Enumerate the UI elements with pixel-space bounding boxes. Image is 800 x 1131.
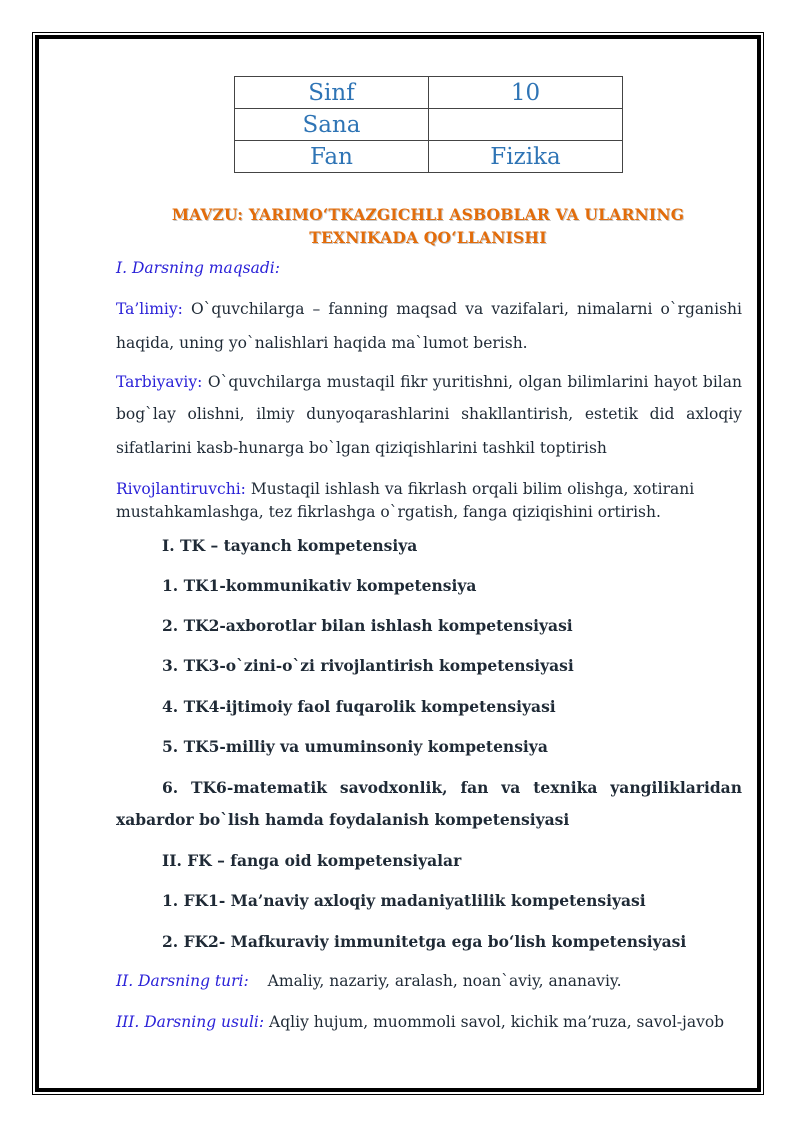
upbringing-goal-label: Tarbiyaviy: bbox=[116, 373, 203, 391]
section-label: Darsning maqsadi: bbox=[132, 259, 280, 277]
upbringing-goal-line1 bbox=[116, 373, 742, 391]
table-cell-value: Fizika bbox=[429, 141, 623, 173]
competency-item: 1. TK1-kommunikativ kompetensiya bbox=[162, 576, 477, 595]
section-number: III. bbox=[116, 1013, 140, 1031]
lesson-type-label: Darsning turi: bbox=[138, 972, 249, 990]
developmental-goal-text: Mustaqil ishlash va fikrlash orqali bilim olishga, xotirani bbox=[250, 480, 695, 498]
competency-item: 2. TK2-axborotlar bilan ishlash kompetensiyasi bbox=[162, 616, 573, 635]
competency-fk-heading: II. FK – fanga oid kompetensiyalar bbox=[162, 851, 462, 870]
educational-goal-line2: haqida, uning yo`nalishlari haqida ma`lumot berish. bbox=[116, 334, 528, 352]
topic-title bbox=[118, 203, 738, 249]
upbringing-goal-line3: sifatlarini kasb-hunarga bo`lgan qiziqishlarini tashkil toptirish bbox=[116, 439, 607, 457]
competency-tk-heading: I. TK – tayanch kompetensiya bbox=[162, 536, 418, 555]
section-number: II. bbox=[116, 972, 134, 990]
table-cell-label: Fan bbox=[235, 141, 429, 173]
developmental-goal-line1 bbox=[116, 480, 742, 498]
lesson-method-label: Darsning usuli: bbox=[144, 1013, 265, 1031]
competency-item: 4. TK4-ijtimoiy faol fuqarolik kompetensiyasi bbox=[162, 697, 556, 716]
table-row bbox=[235, 109, 623, 141]
competency-item: 2. FK2- Mafkuraviy immunitetga ega bo‘lish kompetensiyasi bbox=[162, 932, 687, 951]
upbringing-goal-line2: bog`lay olishni, ilmiy dunyoqarashlarini shakllantirish, estetik did axloqiy bbox=[116, 405, 742, 423]
section-number: I. bbox=[116, 259, 128, 277]
competency-item-continuation: xabardor bo`lish hamda foydalanish kompetensiyasi bbox=[116, 810, 570, 829]
competency-item: 6. TK6-matematik savodxonlik, fan va texnika yangiliklaridan bbox=[162, 778, 742, 797]
table-cell-label: Sinf bbox=[235, 77, 429, 109]
competency-item: 1. FK1- Ma’naviy axloqiy madaniyatlilik kompetensiyasi bbox=[162, 891, 646, 910]
lesson-method-line bbox=[116, 1013, 742, 1031]
table-cell-value: 10 bbox=[429, 77, 623, 109]
developmental-goal-line2: mustahkamlashga, tez fikrlashga o`rgatish, fanga qiziqishini ortirish. bbox=[116, 503, 661, 521]
lesson-type-line bbox=[116, 972, 742, 990]
educational-goal-label: Ta’limiy: bbox=[116, 300, 183, 318]
educational-goal-text: O`quvchilarga – fanning maqsad va vazifalari, nimalarni o`rganishi bbox=[190, 300, 742, 318]
table-cell-value bbox=[429, 109, 623, 141]
upbringing-goal-text: O`quvchilarga mustaqil fikr yuritishni, olgan bilimlarini hayot bilan bbox=[207, 373, 742, 391]
lesson-goal-heading bbox=[116, 259, 742, 277]
topic-title-line1: MAVZU: YARIMO‘TKAZGICHLI ASBOBLAR VA ULARNING bbox=[171, 205, 685, 224]
developmental-goal-label: Rivojlantiruvchi: bbox=[116, 480, 246, 498]
lesson-method-text: Aqliy hujum, muommoli savol, kichik ma’ruza, savol-javob bbox=[269, 1013, 725, 1031]
educational-goal-line1 bbox=[116, 300, 742, 318]
topic-title-line2: TEXNIKADA QO‘LLANISHI bbox=[309, 228, 547, 247]
competency-item: 3. TK3-o`zini-o`zi rivojlantirish kompetensiyasi bbox=[162, 656, 574, 675]
table-row bbox=[235, 77, 623, 109]
table-row bbox=[235, 141, 623, 173]
competency-item: 5. TK5-milliy va umuminsoniy kompetensiya bbox=[162, 737, 548, 756]
table-cell-label: Sana bbox=[235, 109, 429, 141]
lesson-type-text: Amaliy, nazariy, aralash, noan`aviy, ananaviy. bbox=[267, 972, 622, 990]
lesson-info-table bbox=[234, 76, 623, 173]
